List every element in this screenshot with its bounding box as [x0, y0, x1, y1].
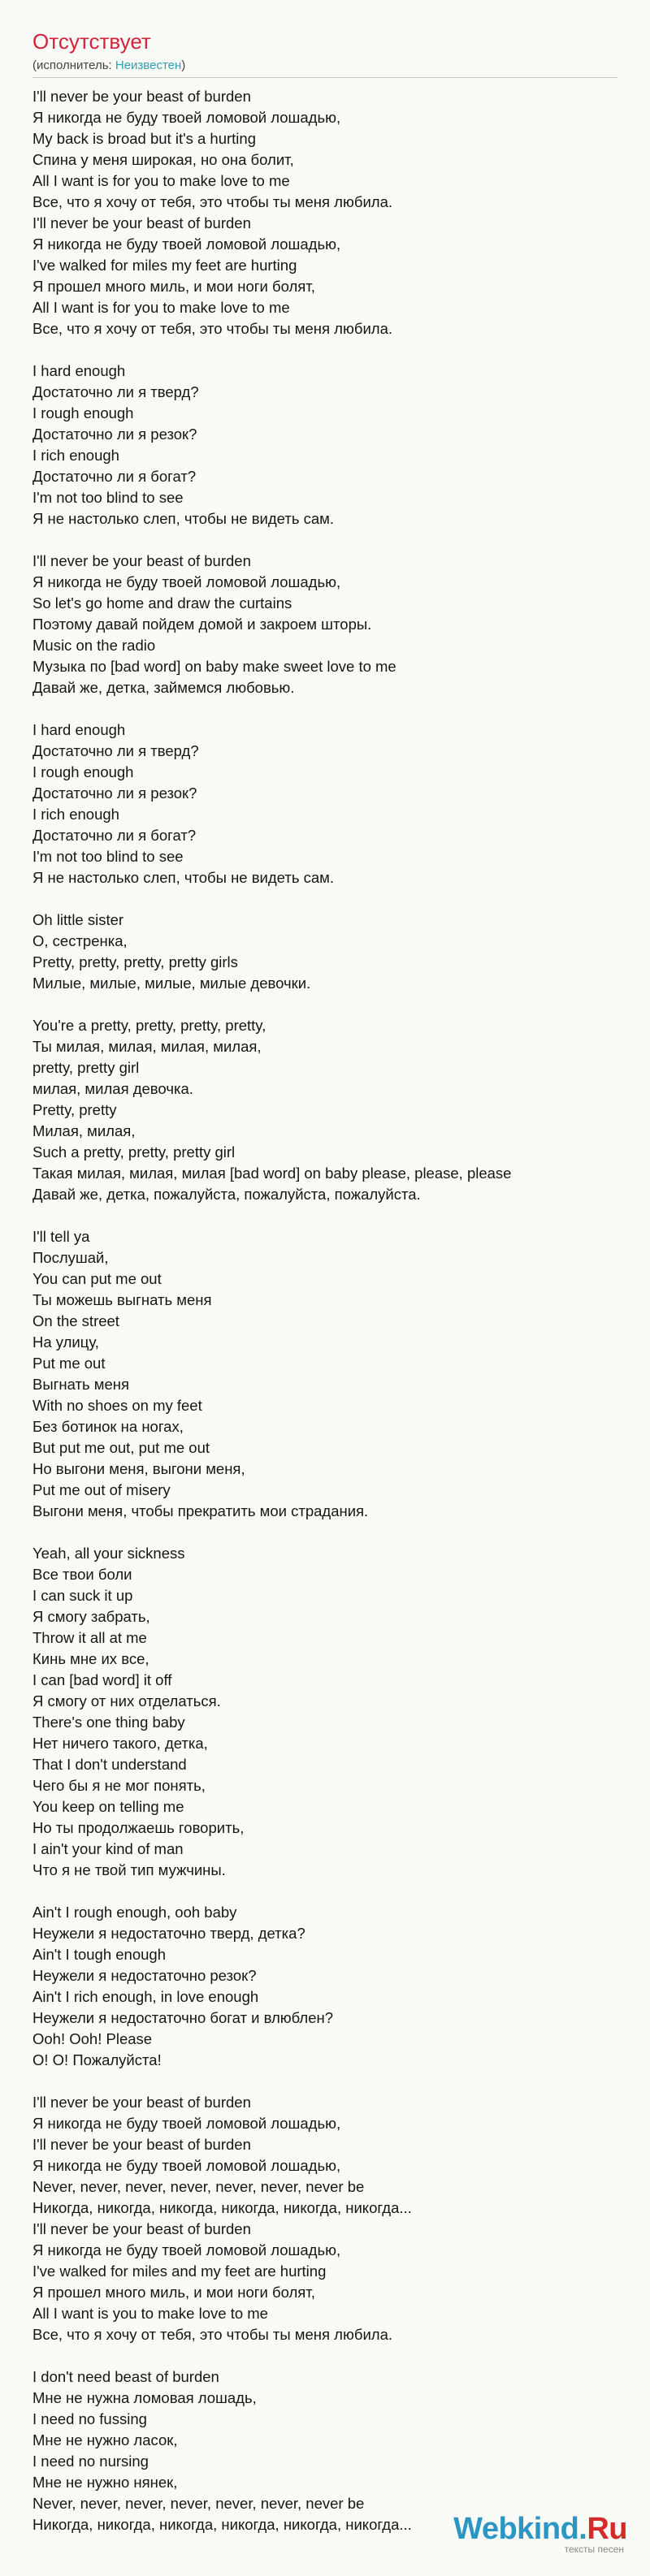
lyric-line: Неужели я недостаточно резок? — [32, 1967, 257, 1984]
lyric-line: Я прошел много миль, и мои ноги болят, — [32, 278, 315, 295]
lyric-line: Все, что я хочу от тебя, это чтобы ты меня любила. — [32, 2326, 392, 2343]
lyric-line: Я смогу от них отделаться. — [32, 1692, 221, 1709]
song-title: Отсутствует — [32, 29, 151, 54]
lyric-line: Oh little sister — [32, 911, 124, 928]
lyric-line: Such a pretty, pretty, pretty girl — [32, 1143, 236, 1160]
lyric-line: Достаточно ли я богат? — [32, 468, 197, 485]
stanza-break — [32, 698, 618, 720]
lyric-line: All I want is you to make love to me — [32, 2305, 268, 2322]
lyric-line: милая, милая девочка. — [32, 1080, 193, 1097]
lyric-line: Pretty, pretty, pretty, pretty girls — [32, 953, 238, 970]
lyric-line: Я никогда не буду твоей ломовой лошадью, — [32, 2157, 341, 2174]
lyric-line: Мне не нужна ломовая лошадь, — [32, 2389, 257, 2406]
lyric-line: Я никогда не буду твоей ломовой лошадью, — [32, 236, 341, 253]
lyric-line: I'm not too blind to see — [32, 489, 184, 506]
lyric-line: All I want is for you to make love to me — [32, 299, 290, 316]
lyric-line: You can put me out — [32, 1270, 162, 1287]
lyric-line: Никогда, никогда, никогда, никогда, никогда, никогда... — [32, 2516, 412, 2533]
header-divider — [32, 77, 618, 78]
lyric-line: With no shoes on my feet — [32, 1397, 202, 1414]
lyric-line: Достаточно ли я тверд? — [32, 742, 199, 759]
lyric-line: You keep on telling me — [32, 1798, 184, 1815]
lyric-line: Я не настолько слеп, чтобы не видеть сам. — [32, 510, 334, 527]
lyric-line: Я никогда не буду твоей ломовой лошадью, — [32, 109, 341, 126]
lyric-line: Ain't I rich enough, in love enough — [32, 1988, 259, 2005]
lyric-line: I rich enough — [32, 447, 119, 464]
lyric-line: Выгнать меня — [32, 1376, 129, 1393]
lyric-line: That I don't understand — [32, 1756, 187, 1773]
lyric-line: You're a pretty, pretty, pretty, pretty, — [32, 1017, 266, 1034]
lyric-line: Достаточно ли я резок? — [32, 426, 197, 443]
lyric-line: I rough enough — [32, 763, 134, 780]
lyric-line: Мне не нужно ласок, — [32, 2431, 178, 2448]
lyric-line: Ain't I tough enough — [32, 1946, 166, 1963]
lyric-line: Я никогда не буду твоей ломовой лошадью, — [32, 2241, 341, 2258]
lyric-line: I'm not too blind to see — [32, 848, 184, 865]
lyric-line: Я прошел много миль, и мои ноги болят, — [32, 2284, 315, 2301]
lyric-line: I've walked for miles my feet are hurting — [32, 257, 297, 274]
logo-main: Webkind — [453, 2512, 579, 2546]
lyric-line: I'll never be your beast of burden — [32, 2220, 251, 2237]
stanza-break — [32, 994, 618, 1015]
lyric-line: Неужели я недостаточно тверд, детка? — [32, 1925, 306, 1942]
lyric-line: Такая милая, милая, милая [bad word] on baby please, please, please — [32, 1165, 512, 1182]
logo-dot: . — [578, 2512, 587, 2546]
logo-tagline: тексты песен — [564, 2544, 624, 2555]
lyric-line: Ain't I rough enough, ooh baby — [32, 1904, 237, 1921]
stanza-break — [32, 529, 618, 551]
lyric-line: I need no nursing — [32, 2453, 149, 2470]
lyric-line: I need no fussing — [32, 2410, 147, 2427]
lyric-line: Ooh! Ooh! Please — [32, 2030, 153, 2047]
lyric-line: Все, что я хочу от тебя, это чтобы ты меня любила. — [32, 320, 392, 337]
lyric-line: Yeah, all your sickness — [32, 1545, 185, 1562]
lyric-line: Давай же, детка, займемся любовью. — [32, 679, 295, 696]
stanza-break — [32, 2071, 618, 2092]
lyrics-body — [32, 86, 618, 2535]
lyric-line: I can [bad word] it off — [32, 1671, 172, 1688]
lyric-line: Достаточно ли я тверд? — [32, 383, 199, 400]
lyric-line: Все твои боли — [32, 1566, 132, 1583]
lyric-line: Давай же, детка, пожалуйста, пожалуйста, пожалуйста. — [32, 1186, 421, 1203]
lyric-line: Нет ничего такого, детка, — [32, 1735, 208, 1752]
lyric-line: I'll never be your beast of burden — [32, 552, 251, 569]
lyric-line: I ain't your kind of man — [32, 1840, 184, 1857]
lyric-line: Put me out of misery — [32, 1481, 171, 1498]
logo-tld: Ru — [587, 2512, 627, 2546]
lyric-line: Кинь мне их все, — [32, 1650, 150, 1667]
performer-close: ) — [181, 58, 186, 72]
lyric-line: Never, never, never, never, never, never, never be — [32, 2178, 365, 2195]
lyric-line: On the street — [32, 1312, 119, 1329]
stanza-break — [32, 1522, 618, 1543]
performer-link[interactable]: Неизвестен — [115, 58, 182, 72]
lyric-line: Послушай, — [32, 1249, 109, 1266]
lyric-line: But put me out, put me out — [32, 1439, 210, 1456]
stanza-break — [32, 1205, 618, 1226]
lyric-line: pretty, pretty girl — [32, 1059, 140, 1076]
lyric-line: I rough enough — [32, 404, 134, 421]
lyric-line: My back is broad but it's a hurting — [32, 130, 256, 147]
lyric-line: Без ботинок на ногах, — [32, 1418, 184, 1435]
stanza-break — [32, 2345, 618, 2366]
performer-line — [32, 58, 618, 73]
lyric-line: Выгони меня, чтобы прекратить мои страдания. — [32, 1502, 369, 1519]
song-header — [0, 0, 650, 73]
lyric-line: Что я не твой тип мужчины. — [32, 1861, 226, 1878]
lyric-line: I'll tell ya — [32, 1228, 90, 1245]
lyric-line: Я не настолько слеп, чтобы не видеть сам. — [32, 869, 334, 886]
lyric-line: Спина у меня широкая, но она болит, — [32, 151, 294, 168]
lyric-line: I hard enough — [32, 362, 126, 379]
lyric-line: I'll never be your beast of burden — [32, 214, 251, 231]
lyric-line: Неужели я недостаточно богат и влюблен? — [32, 2009, 334, 2026]
lyric-line: Never, never, never, never, never, never, never be — [32, 2495, 365, 2512]
webkind-logo[interactable] — [453, 2513, 627, 2545]
lyric-line: Мне не нужно нянек, — [32, 2474, 178, 2491]
lyric-line: Я никогда не буду твоей ломовой лошадью, — [32, 573, 341, 590]
lyric-line: I rich enough — [32, 806, 119, 823]
lyric-line: Все, что я хочу от тебя, это чтобы ты меня любила. — [32, 193, 392, 210]
lyric-line: Ты милая, милая, милая, милая, — [32, 1038, 262, 1055]
lyric-line: There's one thing baby — [32, 1714, 185, 1731]
lyric-line: Music on the radio — [32, 637, 156, 654]
site-footer — [453, 2513, 627, 2555]
lyric-line: Никогда, никогда, никогда, никогда, никогда, никогда... — [32, 2199, 412, 2216]
stanza-break — [32, 339, 618, 361]
lyric-line: Put me out — [32, 1355, 106, 1372]
lyric-line: Throw it all at me — [32, 1629, 147, 1646]
lyric-line: Ты можешь выгнать меня — [32, 1291, 212, 1308]
lyric-line: Милые, милые, милые, милые девочки. — [32, 975, 311, 992]
lyric-line: Милая, милая, — [32, 1122, 136, 1139]
lyric-line: Но выгони меня, выгони меня, — [32, 1460, 245, 1477]
stanza-break — [32, 1881, 618, 1902]
lyric-line: Но ты продолжаешь говорить, — [32, 1819, 245, 1836]
lyric-line: I can suck it up — [32, 1587, 133, 1604]
lyric-line: Я никогда не буду твоей ломовой лошадью, — [32, 2115, 341, 2132]
lyric-line: I'll never be your beast of burden — [32, 88, 251, 105]
lyric-line: О! О! Пожалуйста! — [32, 2051, 162, 2068]
lyric-line: Чего бы я не мог понять, — [32, 1777, 206, 1794]
stanza-break — [32, 888, 618, 910]
lyric-line: I don't need beast of burden — [32, 2368, 219, 2385]
lyric-line: All I want is for you to make love to me — [32, 172, 290, 189]
lyric-line: I'll never be your beast of burden — [32, 2094, 251, 2111]
lyric-line: О, сестренка, — [32, 932, 128, 949]
lyric-line: I've walked for miles and my feet are hurting — [32, 2263, 327, 2280]
lyric-line: I hard enough — [32, 721, 126, 738]
lyric-line: Достаточно ли я богат? — [32, 827, 197, 844]
lyric-line: Я смогу забрать, — [32, 1608, 150, 1625]
lyric-line: Музыка по [bad word] on baby make sweet love to me — [32, 658, 396, 675]
lyric-line: Поэтому давай пойдем домой и закроем шторы. — [32, 616, 372, 633]
lyric-line: Pretty, pretty — [32, 1101, 117, 1118]
lyric-line: I'll never be your beast of burden — [32, 2136, 251, 2153]
performer-label: (исполнитель: — [32, 58, 115, 72]
lyric-line: На улицу, — [32, 1333, 99, 1351]
lyric-line: So let's go home and draw the curtains — [32, 594, 292, 612]
lyric-line: Достаточно ли я резок? — [32, 784, 197, 802]
